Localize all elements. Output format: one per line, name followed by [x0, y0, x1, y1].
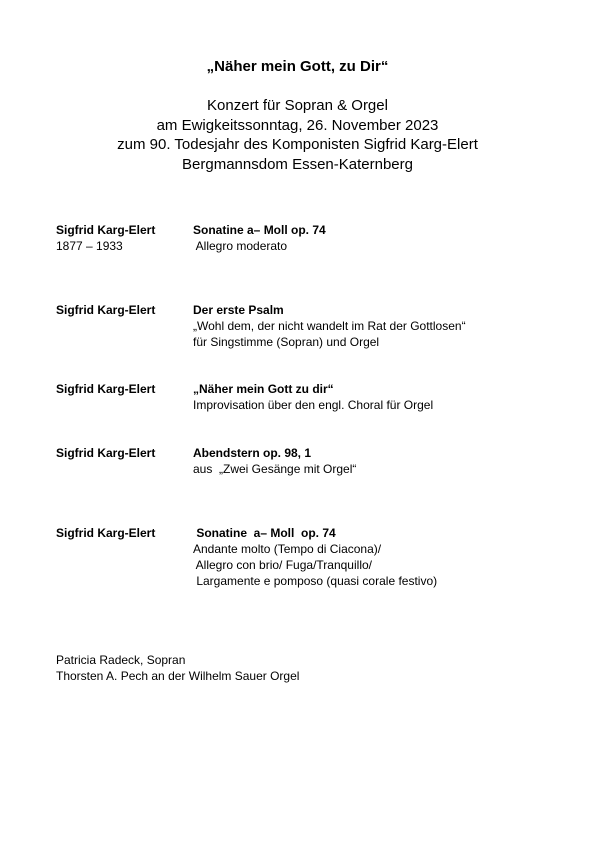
subtitle-line: Bergmannsdom Essen-Katernberg: [182, 155, 413, 173]
work-title: Sonatine a– Moll op. 74: [193, 223, 326, 237]
composer-dates: 1877 – 1933: [56, 239, 123, 253]
work-column: [193, 381, 433, 413]
composer-name: Sigfrid Karg-Elert: [56, 526, 156, 540]
work-title: Der erste Psalm: [193, 303, 284, 317]
subtitle-line: am Ewigkeitssonntag, 26. November 2023: [156, 116, 439, 134]
work-title: Sonatine a– Moll op. 74: [193, 526, 336, 540]
performers: [56, 652, 299, 684]
work-column: [193, 445, 356, 477]
performer-line: Patricia Radeck, Sopran: [56, 653, 186, 667]
subtitle-line: Konzert für Sopran & Orgel: [207, 97, 388, 114]
work-detail: „Wohl dem, der nicht wandelt im Rat der Gottlosen“: [193, 319, 466, 333]
work-detail: Improvisation über den engl. Choral für Orgel: [193, 398, 434, 412]
composer-name: Sigfrid Karg-Elert: [56, 223, 156, 237]
composer-name: Sigfrid Karg-Elert: [56, 303, 156, 317]
composer-name: Sigfrid Karg-Elert: [56, 446, 156, 460]
work-detail: aus „Zwei Gesänge mit Orgel“: [193, 462, 357, 476]
composer-column: [56, 445, 155, 461]
work-detail: Allegro moderato: [193, 239, 288, 253]
work-column: [193, 222, 326, 254]
concert-title: „Näher mein Gott, zu Dir“: [206, 58, 389, 75]
work-title: Abendstern op. 98, 1: [193, 446, 312, 460]
work-detail: Andante molto (Tempo di Ciacona)/: [193, 542, 382, 556]
work-detail: Allegro con brio/ Fuga/Tranquillo/: [193, 558, 372, 572]
work-column: [193, 302, 466, 350]
concert-subtitle: [0, 96, 595, 174]
work-title: „Näher mein Gott zu dir“: [193, 382, 334, 396]
work-detail: Largamente e pomposo (quasi corale festivo): [193, 574, 438, 588]
work-column: [193, 525, 437, 589]
composer-name: Sigfrid Karg-Elert: [56, 382, 156, 396]
composer-column: [56, 525, 155, 541]
composer-column: [56, 302, 155, 318]
performer-line: Thorsten A. Pech an der Wilhelm Sauer Orgel: [56, 669, 300, 683]
composer-column: [56, 381, 155, 397]
subtitle-line: zum 90. Todesjahr des Komponisten Sigfrid Karg-Elert: [117, 136, 478, 153]
composer-column: [56, 222, 155, 254]
work-detail: für Singstimme (Sopran) und Orgel: [193, 335, 380, 349]
